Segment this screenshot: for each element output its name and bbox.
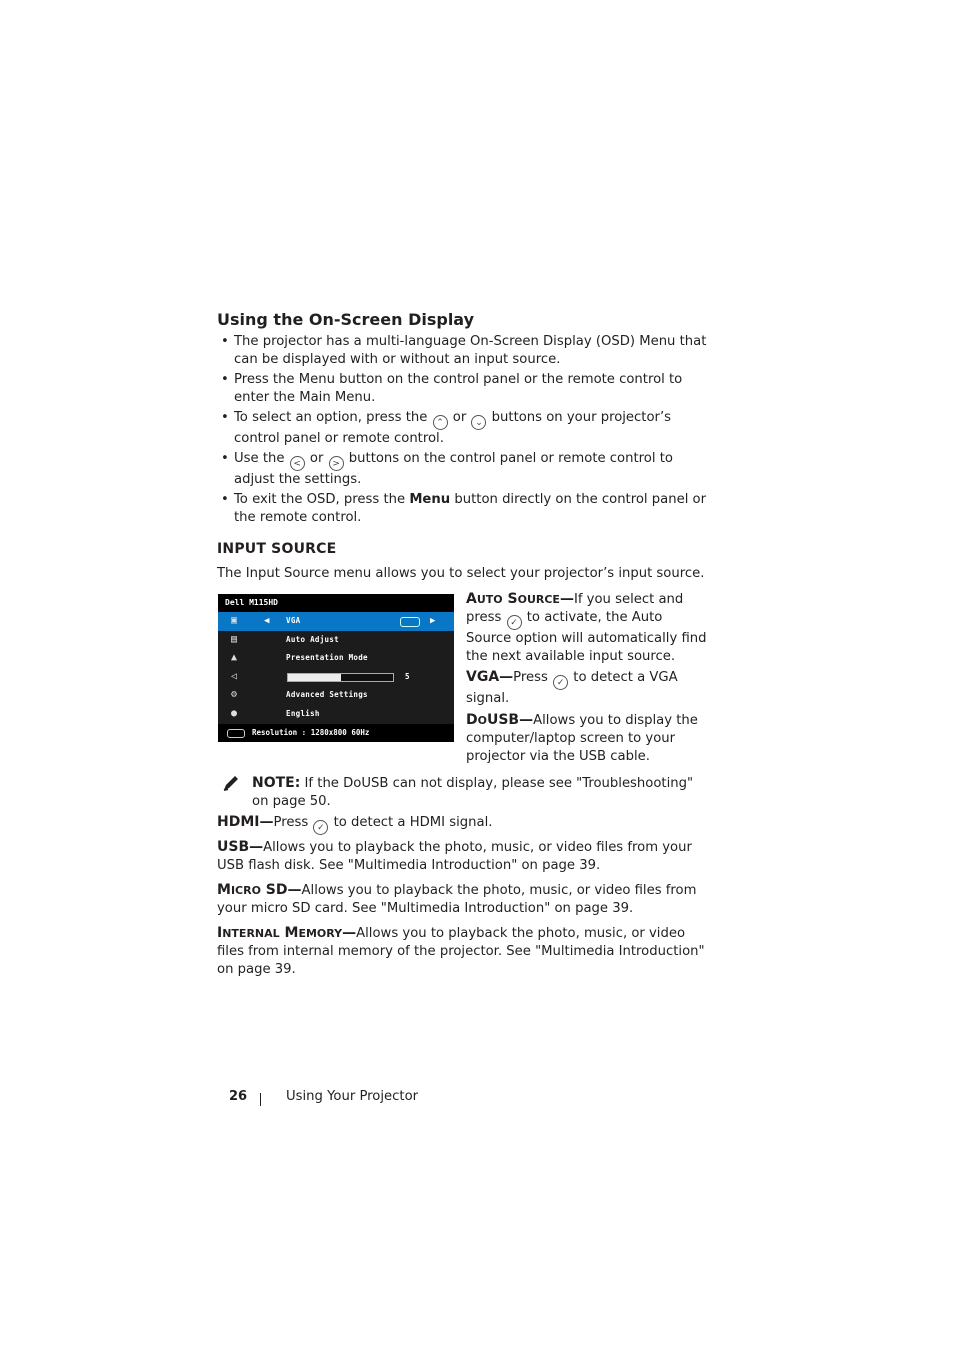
osd-row-language — [218, 705, 454, 724]
bullet-item — [217, 333, 709, 369]
term: M — [217, 882, 231, 898]
desc: option will automatically find the next available input source. — [466, 631, 707, 664]
vga-connector-icon — [400, 617, 420, 627]
bullet-text: Press the Menu button on the control panel or the remote control to enter the Main Menu. — [234, 372, 683, 405]
term: ICRO — [230, 884, 261, 897]
osd-label: English — [286, 708, 320, 718]
osd-row-vga — [218, 612, 454, 631]
bullet-text: To exit the OSD, press the — [234, 492, 406, 507]
language-icon: ● — [230, 707, 238, 719]
footer-divider — [260, 1093, 261, 1106]
bullet-text: or — [309, 451, 324, 466]
bullet-text: buttons on the control panel or remote control to adjust the settings. — [234, 451, 673, 487]
term: SD— — [260, 882, 302, 898]
checkmark-icon: ✓ — [507, 615, 522, 630]
osd-row-presentation — [218, 649, 454, 668]
settings-icon: ⚙ — [230, 689, 238, 700]
desc: Allows you to display the computer/laptop screen to your projector via the USB cable. — [466, 713, 698, 764]
note-text: If the DoUSB can not display, please see "Troubleshooting" on page 50. — [252, 776, 694, 809]
down-arrow-icon: ⌄ — [471, 415, 486, 430]
bullet-list — [217, 333, 709, 529]
desc: Allows you to playback the photo, music, or video files from internal memory of the projector. See "Multimedia Introduction" on page 39. — [217, 926, 705, 977]
up-arrow-icon: ⌃ — [433, 415, 448, 430]
osd-footer — [218, 724, 454, 742]
volume-value: 5 — [405, 671, 410, 681]
section-intro: The Input Source menu allows you to select your projector’s input source. — [217, 566, 705, 581]
bullet-text: The projector has a multi-language On-Screen Display (OSD) Menu that can be displayed with or without an input source. — [234, 334, 707, 367]
right-arrow-icon: > — [329, 456, 344, 471]
term: NTERNAL — [222, 927, 280, 940]
bullet-item — [217, 371, 709, 407]
vga-entry — [466, 668, 711, 708]
bullet-item — [217, 450, 709, 489]
osd-row-volume — [218, 668, 454, 687]
volume-bar — [287, 673, 394, 682]
term: O — [477, 714, 487, 727]
osd-header — [218, 594, 454, 612]
note-pencil-icon — [220, 772, 242, 794]
osd-row-advanced — [218, 686, 454, 705]
osd-row-auto-adjust — [218, 631, 454, 650]
osd-menu-image — [218, 594, 454, 742]
desc: press — [466, 610, 502, 625]
checkmark-icon: ✓ — [313, 820, 328, 835]
page-heading: Using the On-Screen Display — [217, 310, 475, 329]
osd-resolution: Resolution : 1280x800 60Hz — [252, 728, 370, 737]
osd-label: VGA — [286, 616, 301, 625]
term: I — [217, 925, 223, 941]
desc: Allows you to playback the photo, music, or video files from your micro SD card. See "Multimedia Introduction" on page 39. — [217, 883, 697, 916]
term: UTO — [476, 593, 503, 606]
term: — — [559, 591, 574, 607]
bullet-text: Use the — [234, 451, 285, 466]
desc: Allows you to playback the photo, music, or video files from your USB flash disk. See "Multimedia Introduction" on page 39. — [217, 840, 692, 873]
internal-memory-entry — [217, 924, 712, 979]
bullet-text: To select an option, press the — [234, 410, 428, 425]
desc: to detect a VGA signal. — [466, 670, 678, 706]
bullet-item — [217, 409, 709, 448]
volume-bar-fill — [288, 674, 341, 681]
osd-right-arrow-icon: ▶ — [430, 616, 436, 626]
footer-chapter: Using Your Projector — [286, 1089, 419, 1104]
dousb-entry — [466, 711, 711, 766]
bullet-text: or — [452, 410, 467, 425]
term: EMORY — [298, 927, 343, 940]
menu-keyword: Menu — [409, 492, 451, 507]
left-arrow-icon: < — [290, 456, 305, 471]
desc: Press — [513, 670, 548, 685]
checkmark-icon: ✓ — [553, 675, 568, 690]
term: VGA— — [466, 669, 514, 685]
osd-label: Presentation Mode — [286, 653, 368, 662]
term: HDMI— — [217, 814, 274, 830]
note-block — [252, 774, 712, 811]
term: M — [279, 925, 299, 941]
desc: to detect a HDMI signal. — [333, 815, 493, 830]
bullet-text: buttons on your projector’s control panel or remote control. — [234, 410, 672, 446]
osd-model: Dell M115HD — [225, 598, 278, 607]
osd-left-arrow-icon: ◀ — [264, 616, 270, 626]
section-title: INPUT SOURCE — [217, 541, 337, 557]
term: USB— — [217, 839, 264, 855]
page-number: 26 — [229, 1089, 248, 1104]
term: D — [466, 712, 478, 728]
desc: If you select and — [573, 592, 684, 607]
desc: to activate, the Auto Source — [466, 610, 663, 646]
osd-label: Auto Adjust — [286, 634, 339, 644]
microsd-entry — [217, 881, 712, 918]
auto-adjust-icon: ▤ — [230, 633, 238, 645]
hdmi-entry — [217, 813, 712, 835]
term: OURCE — [517, 593, 560, 606]
osd-label: Advanced Settings — [286, 690, 368, 699]
note-label: NOTE: — [252, 775, 301, 791]
bullet-text: button directly on the control panel or the remote control. — [234, 492, 707, 525]
input-icon: ▣ — [230, 615, 238, 626]
term: A — [466, 591, 477, 607]
volume-icon: ◁ — [230, 670, 238, 682]
usb-entry — [217, 838, 712, 875]
desc: Press — [273, 815, 309, 830]
term: S — [502, 591, 518, 607]
network-icon: ▲ — [230, 652, 238, 663]
bullet-item — [217, 491, 709, 527]
term: USB— — [486, 712, 534, 728]
vga-connector-icon — [227, 729, 245, 738]
auto-source-entry — [466, 590, 711, 666]
term: — — [342, 925, 357, 941]
